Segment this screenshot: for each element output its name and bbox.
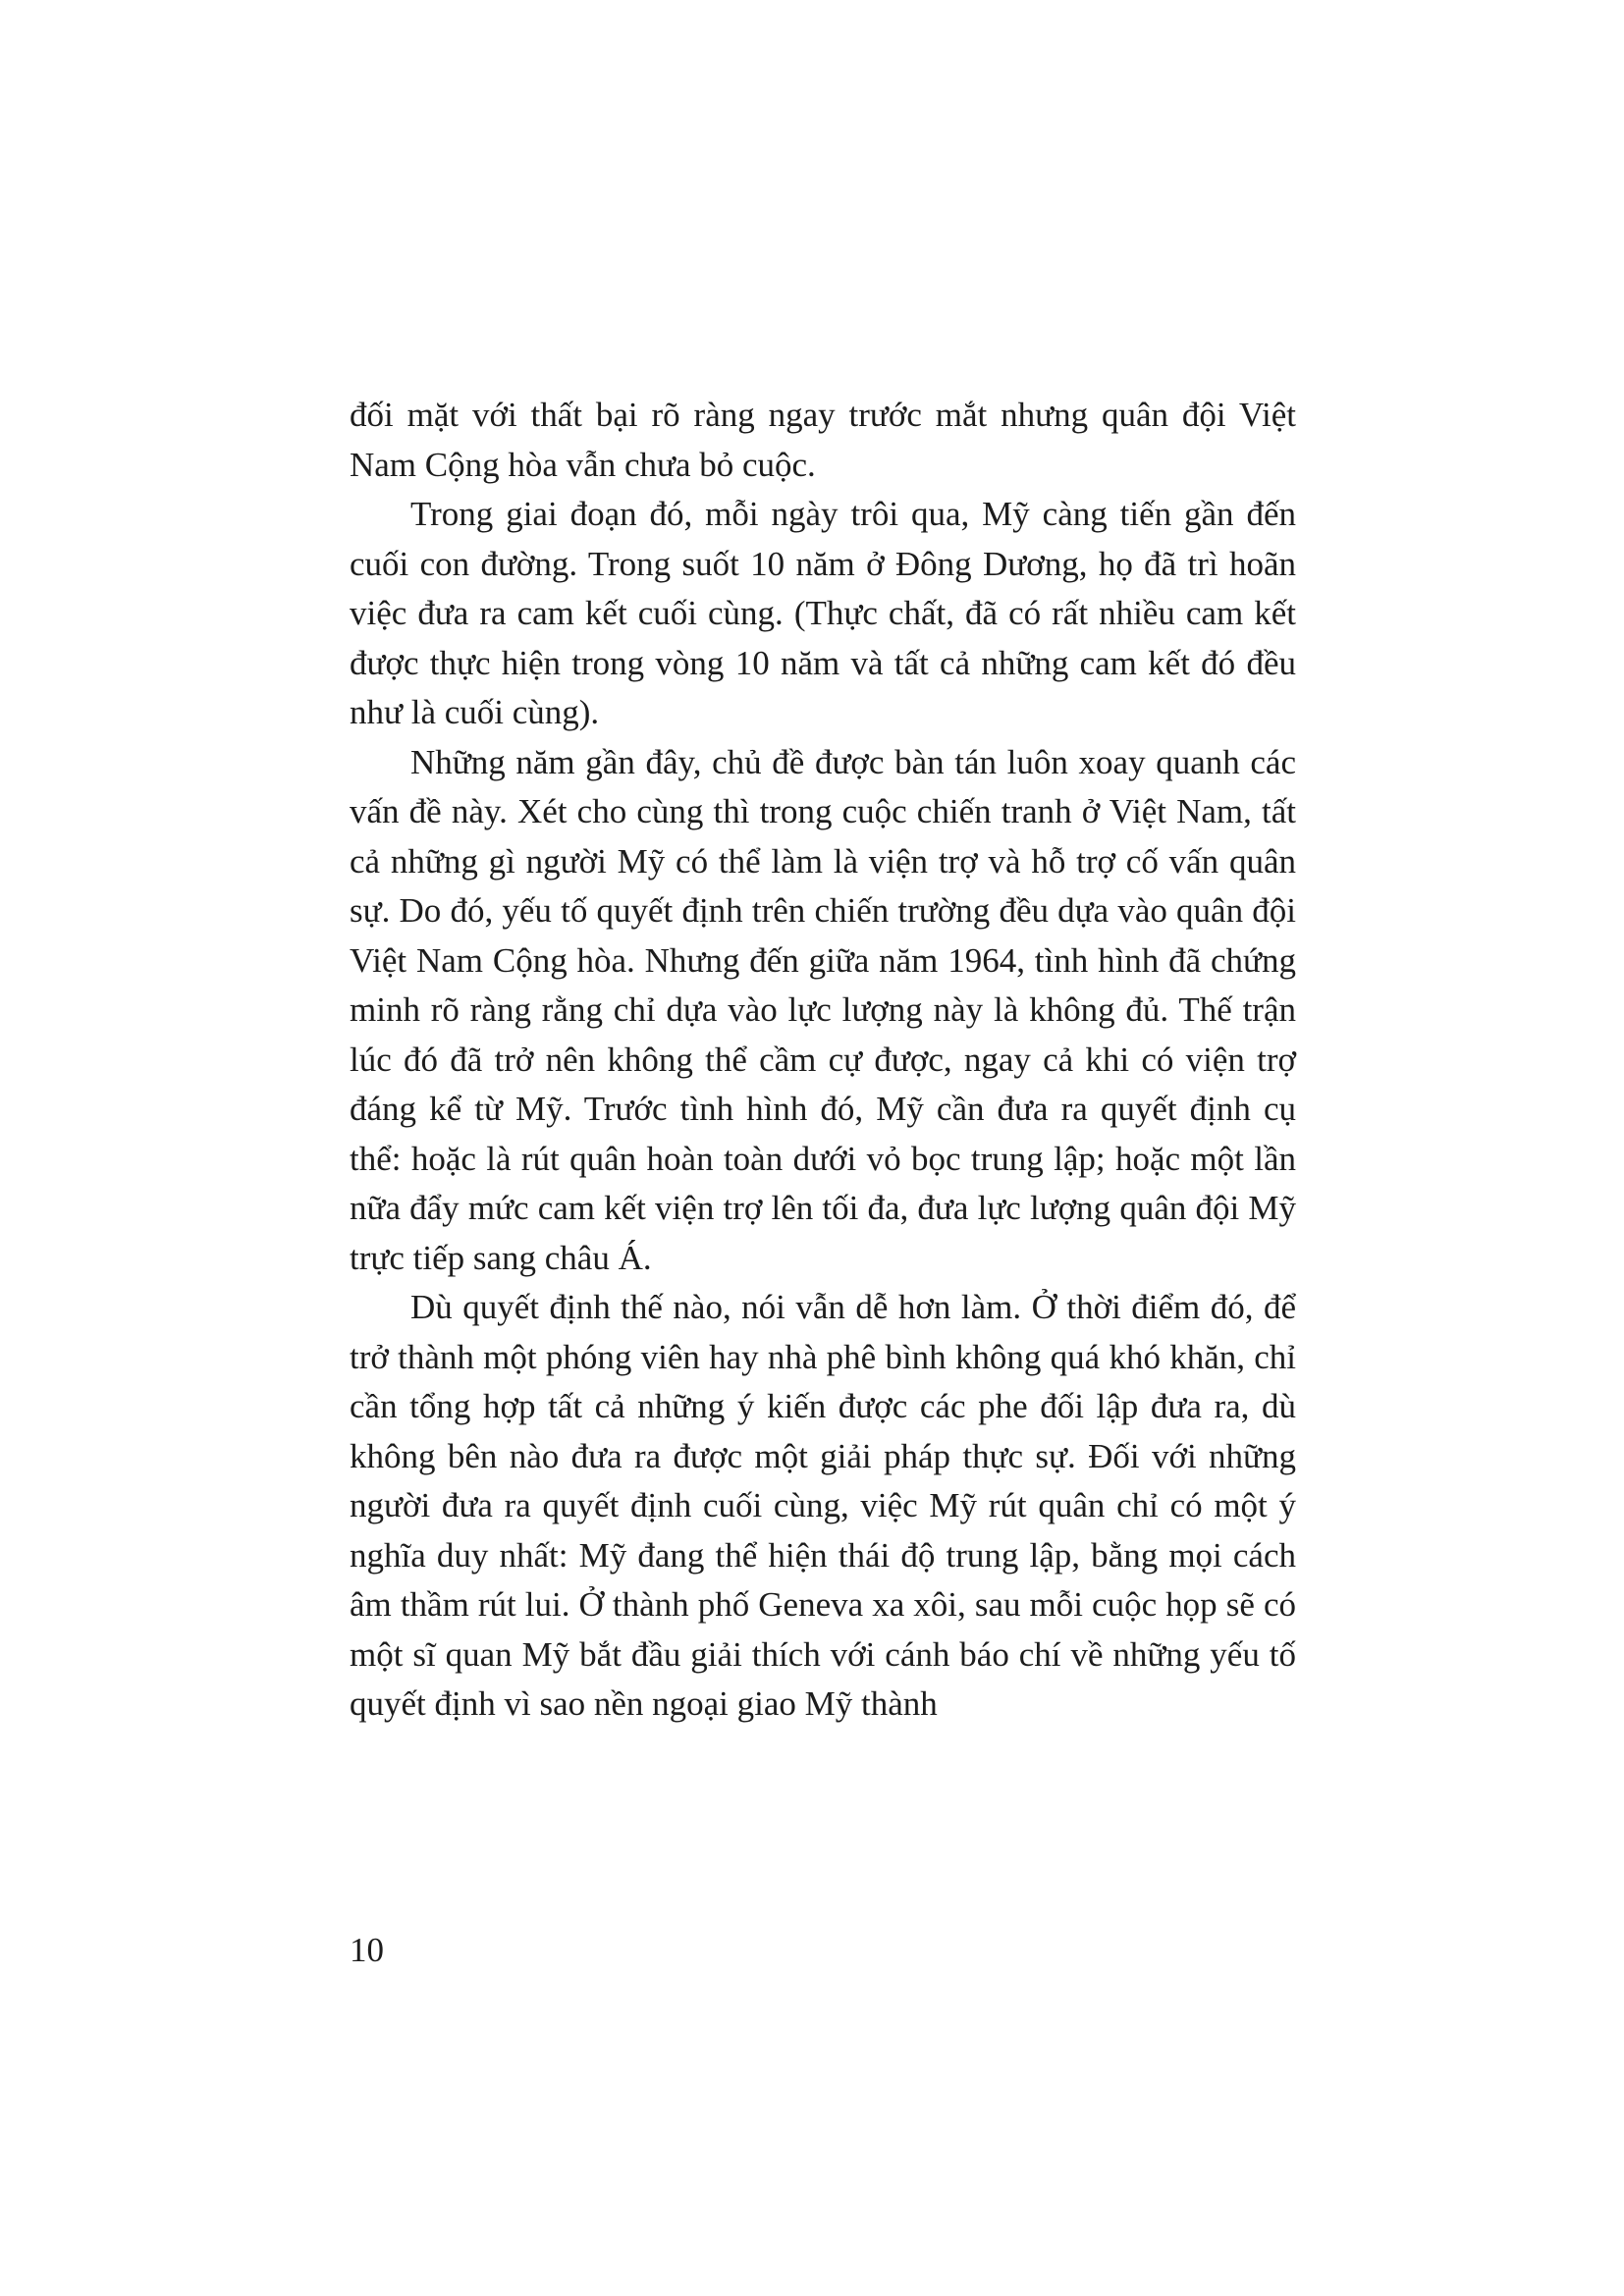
body-paragraph-continuation: đối mặt với thất bại rõ ràng ngay trước mắt nhưng quân đội Việt Nam Cộng hòa vẫn chưa bỏ cuộc. (350, 396, 1296, 484)
body-text (350, 391, 1296, 1730)
body-paragraph: Những năm gần đây, chủ đề được bàn tán luôn xoay quanh các vấn đề này. Xét cho cùng thì trong cuộc chiến tranh ở Việt Nam, tất cả những gì người Mỹ có thể làm là viện trợ và hỗ trợ cố vấn quân sự. Do đó, yếu tố quyết định trên chiến trường đều dựa vào quân đội Việt Nam Cộng hòa. Nhưng đến giữa năm 1964, tình hình đã chứng minh rõ ràng rằng chỉ dựa vào lực lượng này là không đủ. Thế trận lúc đó đã trở nên không thể cầm cự được, ngay cả khi có viện trợ đáng kể từ Mỹ. Trước tình hình đó, Mỹ cần đưa ra quyết định cụ thể: hoặc là rút quân hoàn toàn dưới vỏ bọc trung lập; hoặc một lần nữa đẩy mức cam kết viện trợ lên tối đa, đưa lực lượng quân đội Mỹ trực tiếp sang châu Á. (350, 742, 1296, 1277)
body-paragraph: Trong giai đoạn đó, mỗi ngày trôi qua, Mỹ càng tiến gần đến cuối con đường. Trong suốt 10 năm ở Đông Dương, họ đã trì hoãn việc đưa ra cam kết cuối cùng. (Thực chất, đã có rất nhiều cam kết được thực hiện trong vòng 10 năm và tất cả những cam kết đó đều như là cuối cùng). (350, 495, 1296, 731)
page-number: 10 (350, 1931, 384, 1969)
body-paragraph: Dù quyết định thế nào, nói vẫn dễ hơn làm. Ở thời điểm đó, để trở thành một phóng viên hay nhà phê bình không quá khó khăn, chỉ cần tổng hợp tất cả những ý kiến được các phe đối lập đưa ra, dù không bên nào đưa ra được một giải pháp thực sự. Đối với những người đưa ra quyết định cuối cùng, việc Mỹ rút quân chỉ có một ý nghĩa duy nhất: Mỹ đang thể hiện thái độ trung lập, bằng mọi cách âm thầm rút lui. Ở thành phố Geneva xa xôi, sau mỗi cuộc họp sẽ có một sĩ quan Mỹ bắt đầu giải thích với cánh báo chí về những yếu tố quyết định vì sao nền ngoại giao Mỹ thành (350, 1288, 1296, 1723)
